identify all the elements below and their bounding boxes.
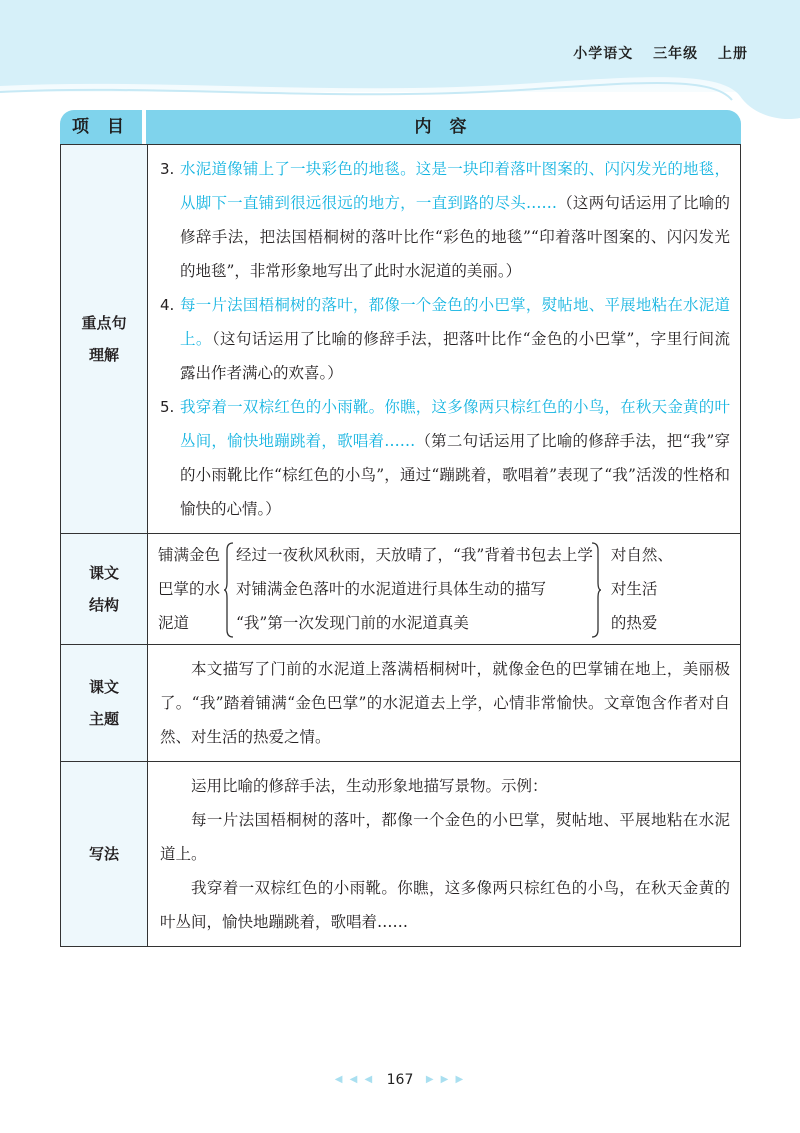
structure-emotion-line: 对自然、 [610,546,673,564]
structure-part-line: 对铺满金色落叶的水泥道进行具体生动的描写 [236,580,547,598]
item-number: 5. [160,398,175,416]
left-brace-icon [224,542,234,638]
analysis-note: （第二句话运用了比喻的修辞手法，把“我”穿的小雨靴比作“棕红色的小鸟”，通过“蹦跳着，歌唱着”表现了“我”活泼的性格和愉快的心情。） [180,432,730,518]
table-body [60,144,741,947]
structure-emotion-line: 的热爱 [610,614,658,632]
label-theme [61,645,148,761]
writing-intro: 运用比喻的修辞手法，生动形象地描写景物。示例： [191,777,548,795]
structure-emotion-line: 对生活 [610,580,658,598]
label-writing [61,762,148,946]
item-number: 4. [160,296,175,314]
page-number: 167 [386,1072,414,1088]
structure-parts [224,538,601,640]
theme-text: 本文描写了门前的水泥道上落满梧桐树叶，就像金色的巴掌铺在地上，美丽极了。“我”踏着铺满“金色巴掌”的水泥道去上学，心情非常愉快。文章饱含作者对自然、对生活的热爱之情。 [160,660,730,746]
structure-emotion [601,538,689,640]
label-line: 结构 [88,596,119,614]
page-footer [0,1072,800,1088]
header-content-cell: 内 容 [146,110,741,144]
sentence-item [160,152,730,288]
table-header [60,110,741,144]
row-writing [61,761,740,946]
label-line: 理解 [88,346,119,364]
analysis-note: （这句话运用了比喻的修辞手法，把落叶比作“金色的小巴掌”，字里行间流露出作者满心的欢喜。） [180,330,730,382]
row-key-sentences [61,144,740,533]
item-number: 3. [160,160,175,178]
structure-topic [158,538,224,640]
sentence-item [160,390,730,526]
label-line: 课文 [88,678,119,696]
highlighted-sentence: 水泥道像铺上了一块彩色的地毯。这是一块印着落叶图案的、闪闪发光的地毯，从脚下一直铺到很远很远的地方，一直到路的尽头…… [180,160,730,212]
label-key-sentences [61,145,148,533]
row-theme [61,644,740,761]
writing-example: 每一片法国梧桐树的落叶，都像一个金色的小巴掌，熨帖地、平展地粘在水泥道上。 [160,811,730,863]
label-line: 主题 [88,710,119,728]
content-key-sentences [148,145,740,533]
content-structure [148,534,695,644]
sentence-item [160,288,730,390]
header-subject: 小学语文 [573,46,634,62]
analysis-note: （这两句话运用了比喻的修辞手法，把法国梧桐树的落叶比作“彩色的地毯”“印着落叶图案的、闪闪发光的地毯”，非常形象地写出了此时水泥道的美丽。） [180,194,730,280]
writing-example: 我穿着一双棕红色的小雨靴。你瞧，这多像两只棕红色的小鸟，在秋天金黄的叶丛间，愉快地蹦跳着，歌唱着…… [160,879,730,931]
right-arrows-icon: ▶ ▶ ▶ [425,1074,466,1085]
structure-topic-line: 泥道 [158,614,190,632]
structure-part-line: 经过一夜秋风秋雨，天放晴了，“我”背着书包去上学 [236,546,593,564]
structure-topic-line: 巴掌的水 [158,580,221,598]
highlighted-sentence: 每一片法国梧桐树的落叶，都像一个金色的小巴掌，熨帖地、平展地粘在水泥道上。 [180,296,730,348]
highlighted-sentence: 我穿着一双棕红色的小雨靴。你瞧，这多像两只棕红色的小鸟，在秋天金黄的叶丛间，愉快地蹦跳着，歌唱着…… [180,398,730,450]
top-decorative-band [0,0,800,92]
content-writing [148,762,740,946]
label-line: 课文 [88,564,119,582]
label-structure [61,534,148,644]
header-volume: 上册 [718,46,748,62]
structure-part-line: “我”第一次发现门前的水泥道真美 [236,614,469,632]
left-arrows-icon: ◀ ◀ ◀ [334,1074,375,1085]
content-theme [148,645,740,761]
structure-topic-line: 铺满金色 [158,546,221,564]
label-line: 写法 [88,845,119,863]
running-header [559,43,748,63]
summary-table [60,110,741,947]
header-grade: 三年级 [653,46,699,62]
header-item-cell: 项 目 [60,110,142,144]
label-line: 重点句 [81,314,127,332]
row-structure [61,533,740,644]
right-brace-icon [591,542,601,638]
